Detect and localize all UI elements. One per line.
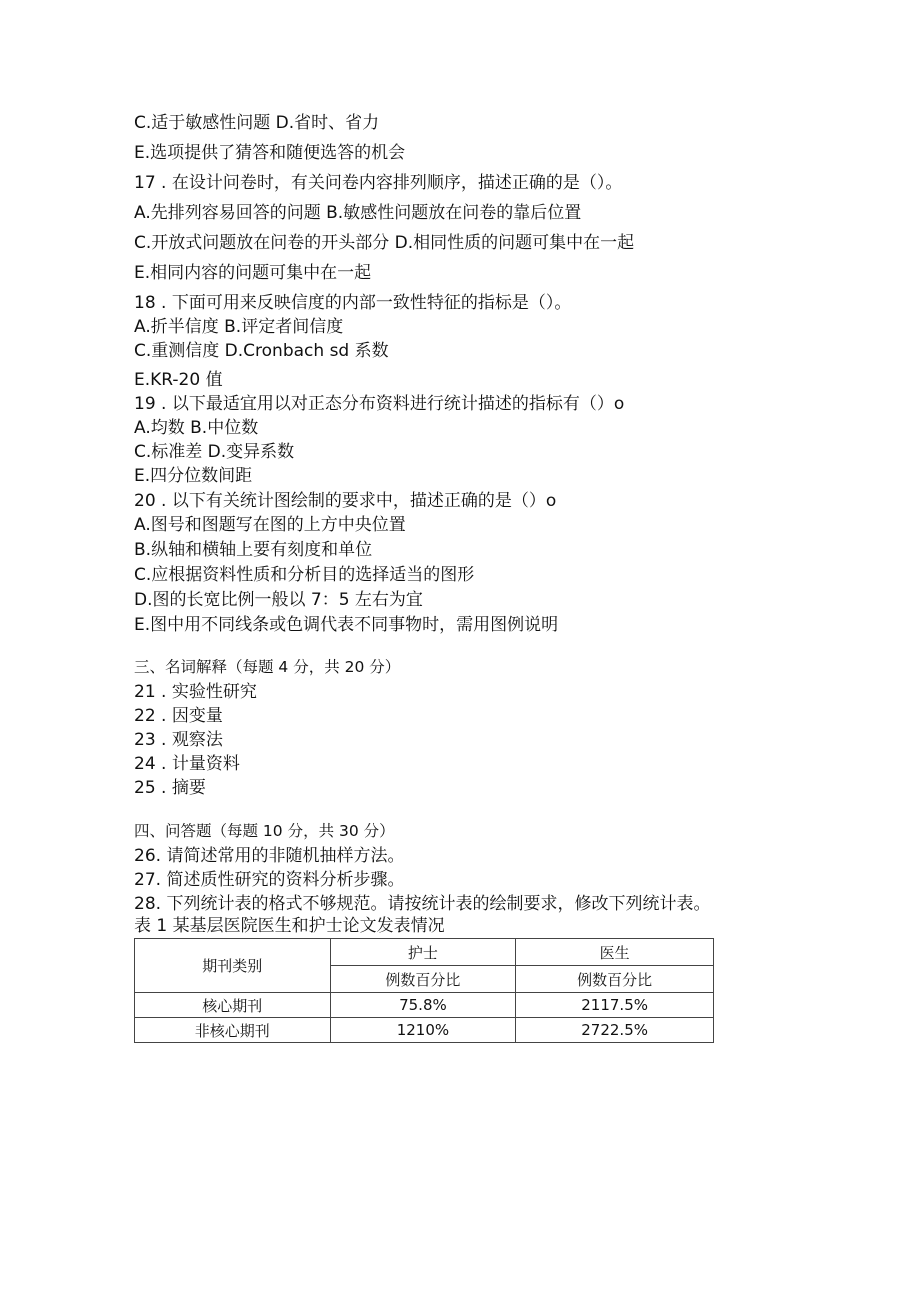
row-label: 核心期刊 — [135, 993, 331, 1018]
section-3-title: 三、名词解释（每题 4 分，共 20 分） — [134, 658, 401, 676]
header-doctor: 医生 — [516, 939, 714, 966]
question-19: 19 . 以下最适宜用以对正态分布资料进行统计描述的指标有（）o — [134, 394, 625, 414]
option-line: A.图号和图题写在图的上方中央位置 — [134, 515, 406, 535]
subheader-doctor: 例数百分比 — [516, 966, 714, 993]
option-line: A.均数 B.中位数 — [134, 418, 259, 438]
option-line: C.标准差 D.变异系数 — [134, 442, 295, 462]
option-line: E.选项提供了猜答和随便选答的机会 — [134, 143, 406, 163]
question-17: 17 . 在设计问卷时，有关问卷内容排列顺序，描述正确的是（）。 — [134, 173, 623, 193]
header-nurse: 护士 — [330, 939, 516, 966]
table-caption: 表 1 某基层医院医生和护士论文发表情况 — [134, 916, 445, 936]
term-item: 21 . 实验性研究 — [134, 682, 257, 702]
header-journal-type: 期刊类别 — [135, 939, 331, 993]
section-4-title: 四、问答题（每题 10 分，共 30 分） — [134, 822, 395, 840]
option-line: B.纵轴和横轴上要有刻度和单位 — [134, 540, 373, 560]
option-line: D.图的长宽比例一般以 7：5 左右为宜 — [134, 590, 423, 610]
option-line: C.应根据资料性质和分析目的选择适当的图形 — [134, 565, 475, 585]
essay-question: 27. 简述质性研究的资料分析步骤。 — [134, 870, 405, 890]
term-item: 23 . 观察法 — [134, 730, 223, 750]
term-item: 22 . 因变量 — [134, 706, 223, 726]
table-row — [135, 993, 714, 1018]
statistics-table — [134, 938, 714, 1043]
cell-doctor: 2722.5% — [516, 1018, 714, 1043]
cell-nurse: 1210% — [330, 1018, 516, 1043]
table-row — [135, 1018, 714, 1043]
option-line: E.四分位数间距 — [134, 466, 253, 486]
option-line: C.开放式问题放在问卷的开头部分 D.相同性质的问题可集中在一起 — [134, 233, 635, 253]
essay-question: 28. 下列统计表的格式不够规范。请按统计表的绘制要求，修改下列统计表。 — [134, 894, 711, 914]
option-line: C.重测信度 D.Cronbach sd 系数 — [134, 341, 389, 361]
cell-nurse: 75.8% — [330, 993, 516, 1018]
option-line: C.适于敏感性问题 D.省时、省力 — [134, 113, 380, 133]
subheader-nurse: 例数百分比 — [330, 966, 516, 993]
term-item: 25 . 摘要 — [134, 778, 206, 798]
question-20: 20 . 以下有关统计图绘制的要求中，描述正确的是（）o — [134, 491, 557, 511]
option-line: E.KR-20 值 — [134, 370, 223, 390]
option-line: E.相同内容的问题可集中在一起 — [134, 263, 372, 283]
option-line: A.折半信度 B.评定者间信度 — [134, 317, 344, 337]
cell-doctor: 2117.5% — [516, 993, 714, 1018]
essay-question: 26. 请简述常用的非随机抽样方法。 — [134, 846, 405, 866]
question-18: 18 . 下面可用来反映信度的内部一致性特征的指标是（）。 — [134, 293, 572, 313]
option-line: A.先排列容易回答的问题 B.敏感性问题放在问卷的靠后位置 — [134, 203, 582, 223]
term-item: 24 . 计量资料 — [134, 754, 240, 774]
option-line: E.图中用不同线条或色调代表不同事物时，需用图例说明 — [134, 615, 559, 635]
row-label: 非核心期刊 — [135, 1018, 331, 1043]
